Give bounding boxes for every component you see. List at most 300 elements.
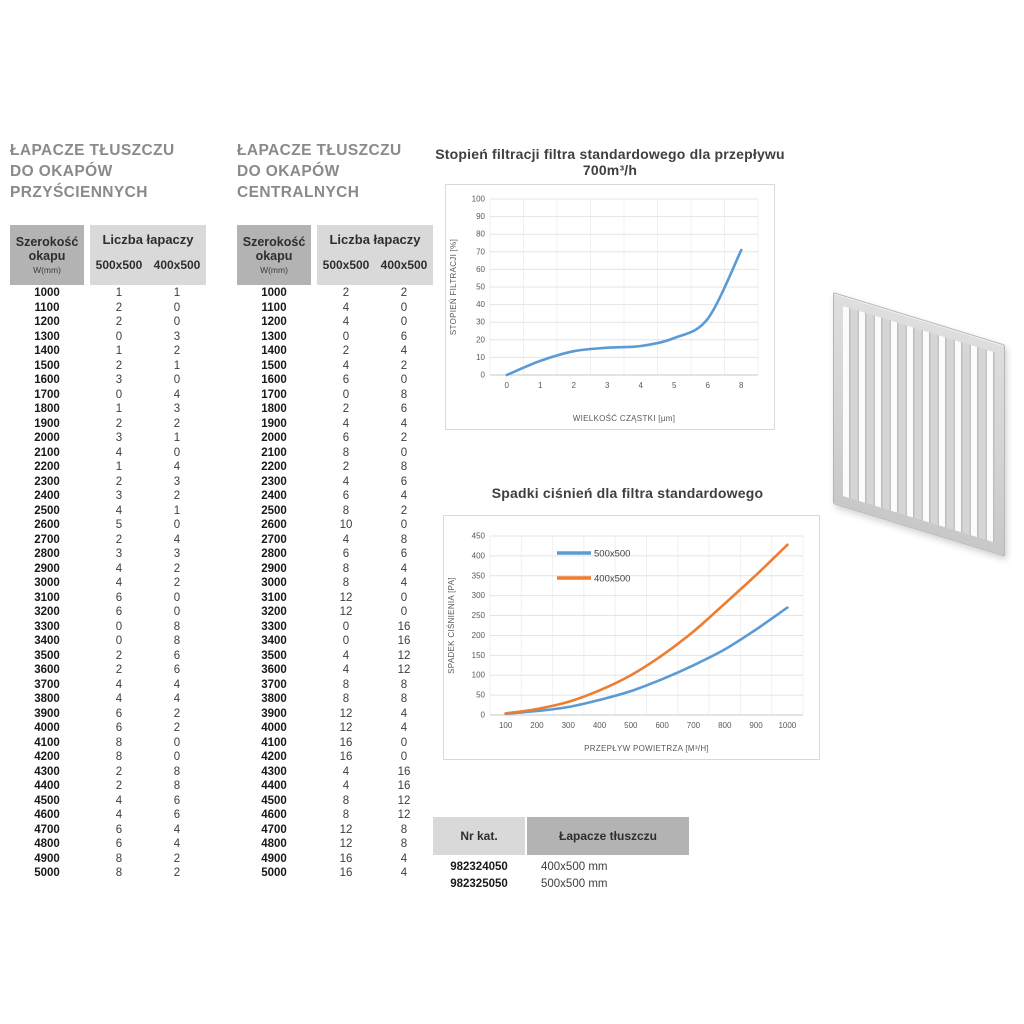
- trap-count-value: 2: [115, 417, 123, 430]
- hood-width-value: 2000: [261, 432, 287, 444]
- catalog-row: [433, 859, 689, 876]
- trap-count-value: 4: [173, 678, 181, 691]
- size-column-headers: [317, 258, 433, 272]
- trap-count-value: 0: [400, 736, 408, 749]
- table-row: [10, 344, 206, 359]
- trap-count-value: 12: [339, 707, 353, 720]
- hood-width-value: 3200: [34, 606, 60, 618]
- trap-count-value: 2: [173, 722, 181, 734]
- trap-count-value: 2: [342, 461, 350, 473]
- trap-count-value: 4: [115, 504, 123, 517]
- trap-count-value: 8: [400, 693, 408, 705]
- trap-count-value: 2: [115, 664, 123, 676]
- trap-count-value: 2: [115, 359, 123, 372]
- trap-count-value: 6: [173, 649, 181, 662]
- svg-text:250: 250: [471, 611, 485, 621]
- trap-count-value: 4: [342, 533, 350, 546]
- trap-count-value: 8: [342, 794, 350, 807]
- svg-text:SPADEK CIŚNIENIA [PA]: SPADEK CIŚNIENIA [PA]: [447, 577, 456, 674]
- trap-count-value: 8: [173, 765, 181, 778]
- hood-width-value: 1000: [261, 287, 287, 299]
- pressure-chart-title: Spadki ciśnień dla filtra standardowego: [491, 485, 764, 501]
- hood-width-value: 4400: [34, 780, 60, 792]
- trap-count-value: 4: [400, 577, 408, 589]
- table-row: [10, 518, 206, 533]
- svg-text:50: 50: [476, 282, 485, 292]
- catalog-number: 982325050: [450, 878, 508, 890]
- trap-count-value: 6: [400, 548, 408, 560]
- svg-text:900: 900: [749, 721, 763, 730]
- trap-count-value: 2: [173, 707, 181, 720]
- hood-width-unit: W(mm): [33, 265, 61, 275]
- col-500x500: 500x500: [95, 258, 143, 272]
- hood-width-value: 2400: [34, 490, 60, 502]
- trap-count-value: 0: [342, 330, 350, 343]
- trap-count-value: 4: [115, 446, 123, 459]
- trap-count-value: 8: [342, 809, 350, 821]
- svg-text:1000: 1000: [778, 721, 797, 730]
- trap-count-value: 6: [173, 664, 181, 676]
- catalog-number-header: Nr kat.: [433, 817, 525, 855]
- svg-text:6: 6: [705, 381, 710, 390]
- traps-count-header-cell: [317, 225, 433, 285]
- hood-width-value: 3000: [261, 577, 287, 589]
- table-row: [10, 402, 206, 417]
- trap-count-value: 4: [115, 809, 123, 821]
- table-row: [10, 678, 206, 693]
- svg-text:50: 50: [476, 690, 485, 700]
- trap-count-value: 5: [115, 519, 123, 531]
- table-row: [237, 286, 433, 301]
- trap-count-value: 0: [115, 330, 123, 343]
- trap-count-value: 6: [115, 606, 123, 618]
- trap-count-value: 2: [342, 287, 350, 299]
- trap-count-value: 4: [400, 562, 408, 575]
- trap-count-value: 0: [115, 635, 123, 647]
- svg-text:350: 350: [471, 571, 485, 581]
- trap-count-value: 8: [342, 504, 350, 517]
- table-row: [237, 359, 433, 374]
- table-row: [237, 562, 433, 577]
- table-body: [10, 286, 206, 881]
- hood-width-value: 4200: [34, 751, 60, 763]
- trap-count-value: 4: [400, 852, 408, 865]
- col-400x500: 400x500: [380, 258, 428, 272]
- hood-width-value: 3500: [261, 649, 287, 662]
- hood-width-value: 1100: [34, 301, 60, 314]
- svg-text:10: 10: [476, 352, 485, 362]
- trap-count-value: 4: [115, 678, 123, 691]
- hood-width-value: 4400: [261, 780, 287, 792]
- hood-width-value: 1900: [261, 417, 287, 430]
- trap-count-value: 8: [173, 635, 181, 647]
- table-row: [10, 388, 206, 403]
- svg-text:400x500: 400x500: [594, 573, 631, 585]
- hood-width-value: 4800: [261, 838, 287, 850]
- hood-width-value: 1300: [34, 330, 60, 343]
- svg-text:1: 1: [538, 381, 543, 390]
- hood-width-value: 1400: [34, 345, 60, 357]
- table-row: [237, 707, 433, 722]
- trap-count-value: 4: [115, 693, 123, 705]
- trap-count-value: 4: [400, 345, 408, 357]
- trap-count-value: 0: [400, 316, 408, 328]
- table-row: [237, 373, 433, 388]
- table-row: [10, 576, 206, 591]
- trap-count-value: 2: [173, 577, 181, 589]
- trap-count-value: 8: [115, 852, 123, 865]
- table-row: [10, 417, 206, 432]
- table-row: [237, 402, 433, 417]
- hood-width-value: 4500: [34, 794, 60, 807]
- title-line: ŁAPACZE TŁUSZCZU: [237, 142, 402, 159]
- svg-text:STOPIEŃ FILTRACJI [%]: STOPIEŃ FILTRACJI [%]: [449, 238, 458, 336]
- trap-count-value: 0: [173, 736, 181, 749]
- svg-text:400: 400: [471, 551, 485, 561]
- trap-count-value: 4: [342, 649, 350, 662]
- trap-count-value: 0: [342, 620, 350, 633]
- svg-text:3: 3: [605, 381, 610, 390]
- trap-count-value: 6: [115, 838, 123, 850]
- table-header: [237, 225, 433, 285]
- svg-text:700: 700: [686, 721, 701, 730]
- grease-filter-panel-photo: [833, 292, 1005, 557]
- trap-count-value: 2: [115, 316, 123, 328]
- svg-text:40: 40: [476, 300, 485, 310]
- trap-count-value: 6: [342, 548, 350, 560]
- trap-count-value: 12: [339, 722, 353, 734]
- hood-width-value: 3600: [261, 664, 287, 676]
- svg-text:0: 0: [504, 381, 509, 390]
- hood-width-value: 2900: [34, 562, 60, 575]
- hood-width-value: 1600: [261, 374, 287, 386]
- svg-text:4: 4: [638, 381, 643, 390]
- trap-count-value: 8: [400, 678, 408, 691]
- hood-width-value: 1600: [34, 374, 60, 386]
- trap-count-value: 4: [173, 823, 181, 836]
- wall-table-title: [10, 140, 206, 203]
- trap-count-value: 2: [400, 432, 408, 444]
- trap-count-value: 6: [400, 475, 408, 488]
- table-row: [237, 533, 433, 548]
- trap-count-value: 4: [115, 794, 123, 807]
- hood-width-value: 2200: [34, 461, 60, 473]
- table-row: [10, 837, 206, 852]
- svg-text:450: 450: [471, 531, 485, 541]
- table-row: [237, 315, 433, 330]
- table-row: [10, 794, 206, 809]
- svg-text:300: 300: [471, 591, 485, 601]
- svg-text:500: 500: [624, 721, 638, 730]
- trap-count-value: 4: [400, 417, 408, 430]
- trap-count-value: 12: [397, 649, 411, 662]
- table-row: [237, 750, 433, 765]
- hood-width-value: 4600: [261, 809, 287, 821]
- trap-count-value: 12: [397, 794, 411, 807]
- catalog-header: [433, 817, 689, 855]
- trap-count-value: 3: [115, 374, 123, 386]
- hood-width-value: 1000: [34, 287, 60, 299]
- central-hoods-table: [237, 140, 433, 879]
- hood-width-value: 4900: [261, 852, 287, 865]
- table-row: [10, 330, 206, 345]
- svg-text:100: 100: [471, 670, 485, 680]
- hood-width-value: 3000: [34, 577, 60, 589]
- hood-width-value: 1300: [261, 330, 287, 343]
- trap-count-value: 10: [339, 519, 353, 531]
- trap-count-value: 1: [173, 287, 181, 299]
- trap-count-value: 12: [339, 606, 353, 618]
- trap-count-value: 4: [342, 316, 350, 328]
- hood-width-value: 4700: [34, 823, 60, 836]
- trap-count-value: 0: [400, 591, 408, 604]
- trap-count-value: 4: [173, 693, 181, 705]
- hood-width-value: 1700: [34, 388, 60, 401]
- trap-count-value: 4: [342, 780, 350, 792]
- table-row: [237, 431, 433, 446]
- table-row: [10, 692, 206, 707]
- svg-text:150: 150: [471, 650, 485, 660]
- hood-width-value: 2200: [261, 461, 287, 473]
- catalog-number: 982324050: [450, 861, 508, 873]
- table-row: [10, 649, 206, 664]
- svg-text:PRZEPŁYW POWIETRZA [M³/H]: PRZEPŁYW POWIETRZA [M³/H]: [584, 744, 709, 753]
- table-row: [10, 663, 206, 678]
- table-row: [237, 417, 433, 432]
- size-column-headers: [90, 258, 206, 272]
- traps-count-label: Liczba łapaczy: [329, 232, 421, 247]
- hood-width-header-cell: [237, 225, 311, 285]
- filtration-chart-title: Stopień filtracji filtra standardowego dla przepływu 700m³/h: [435, 146, 785, 178]
- trap-count-value: 16: [397, 635, 411, 647]
- table-row: [10, 373, 206, 388]
- hood-width-value: 1200: [34, 316, 60, 328]
- hood-width-value: 1500: [261, 359, 287, 372]
- svg-text:20: 20: [476, 335, 485, 345]
- trap-count-value: 16: [339, 852, 353, 865]
- table-row: [10, 446, 206, 461]
- trap-count-value: 12: [339, 838, 353, 850]
- trap-size: 500x500 mm: [541, 878, 608, 890]
- table-row: [10, 562, 206, 577]
- trap-count-value: 2: [115, 301, 123, 314]
- trap-count-value: 3: [115, 548, 123, 560]
- hood-width-value: 3600: [34, 664, 60, 676]
- table-row: [10, 301, 206, 316]
- svg-text:0: 0: [480, 710, 485, 720]
- table-row: [237, 460, 433, 475]
- table-row: [10, 779, 206, 794]
- trap-count-value: 6: [115, 707, 123, 720]
- pressure-drop-chart: [444, 516, 817, 757]
- trap-count-value: 4: [173, 461, 181, 473]
- trap-count-value: 4: [342, 765, 350, 778]
- table-row: [10, 823, 206, 838]
- filter-slots: [843, 306, 995, 542]
- table-row: [10, 620, 206, 635]
- table-row: [10, 750, 206, 765]
- trap-count-value: 8: [400, 533, 408, 546]
- trap-count-value: 12: [339, 591, 353, 604]
- hood-width-value: 4700: [261, 823, 287, 836]
- trap-count-value: 6: [342, 374, 350, 386]
- hood-width-value: 4000: [261, 722, 287, 734]
- table-row: [237, 823, 433, 838]
- table-row: [237, 866, 433, 881]
- trap-count-value: 2: [173, 852, 181, 865]
- table-row: [237, 794, 433, 809]
- hood-width-value: 3300: [34, 620, 60, 633]
- hood-width-value: 3100: [34, 591, 60, 604]
- trap-count-value: 0: [400, 519, 408, 531]
- hood-width-value: 2600: [261, 519, 287, 531]
- hood-width-value: 2400: [261, 490, 287, 502]
- table-row: [10, 736, 206, 751]
- table-row: [10, 765, 206, 780]
- trap-count-value: 4: [342, 417, 350, 430]
- trap-count-value: 0: [342, 635, 350, 647]
- table-row: [10, 591, 206, 606]
- table-body: [237, 286, 433, 881]
- hood-width-value: 2800: [261, 548, 287, 560]
- trap-count-value: 0: [173, 301, 181, 314]
- trap-count-value: 1: [115, 403, 123, 415]
- trap-count-value: 4: [400, 707, 408, 720]
- trap-count-value: 2: [173, 867, 181, 879]
- hood-width-value: 4100: [34, 736, 60, 749]
- svg-text:0: 0: [480, 370, 485, 380]
- trap-count-value: 12: [397, 664, 411, 676]
- hood-width-unit: W(mm): [260, 265, 288, 275]
- table-row: [237, 649, 433, 664]
- trap-count-value: 2: [115, 533, 123, 546]
- trap-count-value: 6: [115, 591, 123, 604]
- hood-width-value: 2300: [261, 475, 287, 488]
- hood-width-header-cell: [10, 225, 84, 285]
- table-row: [237, 765, 433, 780]
- table-row: [237, 692, 433, 707]
- trap-count-value: 8: [115, 736, 123, 749]
- hood-width-value: 2500: [34, 504, 60, 517]
- trap-count-value: 8: [115, 867, 123, 879]
- table-row: [10, 504, 206, 519]
- hood-width-value: 1500: [34, 359, 60, 372]
- filtration-chart-card: [445, 184, 775, 430]
- table-row: [237, 518, 433, 533]
- trap-count-value: 0: [400, 301, 408, 314]
- trap-count-value: 4: [173, 533, 181, 546]
- trap-count-value: 2: [342, 403, 350, 415]
- table-row: [237, 489, 433, 504]
- hood-width-value: 4500: [261, 794, 287, 807]
- trap-count-value: 4: [400, 867, 408, 879]
- trap-count-value: 4: [342, 475, 350, 488]
- svg-text:200: 200: [471, 630, 485, 640]
- trap-count-value: 4: [342, 301, 350, 314]
- hood-width-value: 1200: [261, 316, 287, 328]
- hood-width-value: 3300: [261, 620, 287, 633]
- table-row: [237, 504, 433, 519]
- trap-count-value: 0: [173, 606, 181, 618]
- trap-count-value: 6: [115, 823, 123, 836]
- hood-width-value: 1900: [34, 417, 60, 430]
- table-row: [237, 634, 433, 649]
- table-row: [10, 359, 206, 374]
- table-row: [237, 605, 433, 620]
- table-row: [10, 808, 206, 823]
- catalog-row: [433, 876, 689, 893]
- svg-text:300: 300: [561, 721, 575, 730]
- trap-count-value: 6: [115, 722, 123, 734]
- hood-width-value: 2900: [261, 562, 287, 575]
- trap-count-value: 2: [115, 475, 123, 488]
- hood-width-value: 2000: [34, 432, 60, 444]
- central-table-title: [237, 140, 433, 203]
- trap-count-value: 0: [173, 446, 181, 459]
- hood-width-value: 3700: [261, 678, 287, 691]
- svg-text:2: 2: [571, 381, 576, 390]
- trap-count-value: 1: [173, 504, 181, 517]
- hood-width-value: 4300: [261, 765, 287, 778]
- svg-text:800: 800: [718, 721, 732, 730]
- trap-count-value: 0: [173, 591, 181, 604]
- table-row: [10, 460, 206, 475]
- hood-width-value: 2100: [34, 446, 60, 459]
- svg-text:600: 600: [655, 721, 669, 730]
- table-row: [10, 852, 206, 867]
- trap-count-value: 4: [173, 838, 181, 850]
- trap-count-value: 8: [400, 838, 408, 850]
- trap-count-value: 12: [339, 823, 353, 836]
- trap-count-value: 16: [397, 620, 411, 633]
- trap-count-value: 0: [400, 606, 408, 618]
- trap-count-value: 4: [115, 577, 123, 589]
- trap-count-value: 3: [115, 490, 123, 502]
- hood-width-value: 3400: [261, 635, 287, 647]
- table-row: [10, 707, 206, 722]
- hood-width-value: 3500: [34, 649, 60, 662]
- trap-count-value: 1: [115, 345, 123, 357]
- col-400x500: 400x500: [153, 258, 201, 272]
- hood-width-value: 2500: [261, 504, 287, 517]
- trap-count-value: 2: [400, 504, 408, 517]
- svg-text:8: 8: [739, 381, 744, 390]
- trap-count-value: 3: [115, 432, 123, 444]
- trap-count-value: 3: [173, 548, 181, 560]
- table-row: [237, 721, 433, 736]
- trap-count-value: 16: [397, 780, 411, 792]
- table-row: [237, 344, 433, 359]
- hood-width-value: 1800: [261, 403, 287, 415]
- trap-count-value: 8: [173, 780, 181, 792]
- hood-width-value: 3200: [261, 606, 287, 618]
- hood-width-value: 1100: [261, 301, 287, 314]
- hood-width-value: 4200: [261, 751, 287, 763]
- pressure-chart-section: [430, 485, 825, 753]
- trap-count-value: 6: [173, 794, 181, 807]
- table-row: [237, 736, 433, 751]
- trap-count-value: 2: [115, 765, 123, 778]
- trap-count-value: 1: [173, 432, 181, 444]
- table-row: [237, 388, 433, 403]
- trap-count-value: 8: [115, 751, 123, 763]
- hood-width-value: 2800: [34, 548, 60, 560]
- trap-count-value: 0: [173, 316, 181, 328]
- trap-count-value: 0: [400, 751, 408, 763]
- hood-width-value: 1400: [261, 345, 287, 357]
- hood-width-value: 3800: [261, 693, 287, 705]
- hood-width-value: 2600: [34, 519, 60, 531]
